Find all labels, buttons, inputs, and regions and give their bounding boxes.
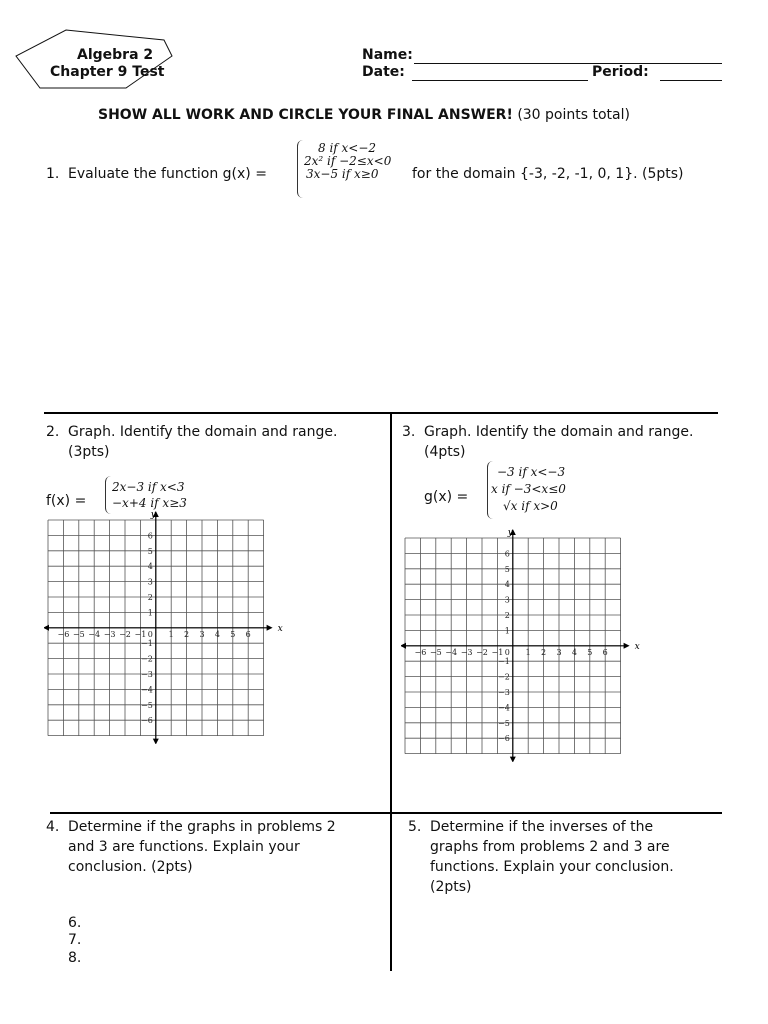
q3-x-tick-label: −3 bbox=[460, 647, 473, 657]
q3-x-tick-label: 5 bbox=[587, 647, 593, 657]
q2-piece-2: −x+4 if x≥3 bbox=[112, 496, 187, 510]
q4-line-2: and 3 are functions. Explain your bbox=[68, 839, 300, 855]
q2-x-tick-label: −5 bbox=[72, 629, 85, 639]
course-title: Algebra 2 bbox=[77, 47, 154, 63]
q3-piecewise bbox=[491, 464, 566, 515]
q4-line-1: Determine if the graphs in problems 2 bbox=[68, 819, 336, 835]
q3-x-axis-label: x bbox=[634, 641, 640, 652]
q2-y-tick-label: 5 bbox=[147, 546, 153, 556]
q3-y-tick-label: −2 bbox=[498, 672, 510, 682]
q2-x-tick-label: −1 bbox=[134, 629, 147, 639]
q3-x-tick-label: 3 bbox=[556, 647, 562, 657]
q1-number: 1. bbox=[46, 166, 60, 182]
date-label: Date: bbox=[362, 64, 405, 80]
q4-line-3: conclusion. (2pts) bbox=[68, 859, 193, 875]
q3-number: 3. bbox=[402, 424, 416, 440]
q3-func-label: g(x) = bbox=[424, 489, 469, 505]
date-field[interactable] bbox=[412, 66, 588, 81]
q2-y-tick-label: 3 bbox=[147, 577, 153, 587]
q2-func-label: f(x) = bbox=[46, 493, 87, 509]
q2-y-tick-label: 4 bbox=[147, 562, 153, 572]
q2-y-tick-label: 6 bbox=[147, 531, 153, 541]
q2-x-tick-label: −6 bbox=[57, 629, 70, 639]
q3-x-tick-label: 1 bbox=[525, 647, 531, 657]
period-label: Period: bbox=[592, 64, 649, 80]
section-divider-vertical bbox=[390, 413, 392, 971]
q2-grid-svg[interactable] bbox=[44, 510, 286, 744]
q1-domain: for the domain {-3, -2, -1, 0, 1}. (5pts) bbox=[412, 166, 684, 182]
q4-extra-6: 6. bbox=[68, 915, 82, 931]
q3-y-tick-label: 6 bbox=[504, 549, 510, 559]
q2-x-arrow-left bbox=[44, 625, 49, 631]
q2-y-tick-label: −3 bbox=[141, 670, 153, 679]
name-label: Name: bbox=[362, 47, 413, 63]
q3-y-tick-label: 4 bbox=[504, 580, 510, 590]
q3-x-tick-label: 2 bbox=[541, 647, 547, 657]
q5-line-4: (2pts) bbox=[430, 879, 472, 895]
q3-x-tick-label: −1 bbox=[491, 647, 504, 657]
q1-piece-2: 2x² if −2≤x<0 bbox=[304, 154, 392, 168]
q2-y-tick-label: −6 bbox=[141, 716, 153, 726]
q2-x-tick-label: 5 bbox=[230, 629, 236, 639]
q3-coordinate-grid[interactable] bbox=[401, 528, 643, 762]
section-divider-top bbox=[44, 412, 718, 414]
q3-line-1: Graph. Identify the domain and range. bbox=[424, 424, 694, 440]
q2-x-tick-label: 6 bbox=[245, 629, 251, 639]
q3-y-tick-label: −5 bbox=[498, 718, 510, 728]
q2-x-axis-label: x bbox=[277, 623, 283, 634]
q3-x-tick-label: −2 bbox=[476, 647, 488, 657]
q3-x-tick-label: 6 bbox=[602, 647, 608, 657]
q2-line-2: (3pts) bbox=[68, 444, 110, 460]
q2-brace bbox=[105, 476, 112, 514]
q2-x-tick-label: −2 bbox=[119, 629, 131, 639]
q1-piecewise bbox=[304, 142, 391, 181]
q1-brace bbox=[297, 140, 304, 198]
test-title: Chapter 9 Test bbox=[50, 64, 165, 80]
q2-y-tick-label: −1 bbox=[141, 639, 153, 649]
q3-y-axis-label: y bbox=[507, 528, 513, 538]
q3-y-tick-label: 3 bbox=[504, 595, 510, 605]
q3-piece-1: −3 if x<−3 bbox=[497, 465, 566, 479]
q2-coordinate-grid[interactable] bbox=[44, 510, 286, 744]
q2-y-tick-label: −2 bbox=[141, 654, 153, 664]
q4-number: 4. bbox=[46, 819, 60, 835]
q2-x-tick-label: 2 bbox=[184, 629, 190, 639]
q3-y-arrow-down bbox=[510, 757, 516, 762]
q2-number: 2. bbox=[46, 424, 60, 440]
q3-y-tick-label: −1 bbox=[498, 657, 510, 667]
q2-y-tick-label: −4 bbox=[141, 685, 153, 695]
q3-piece-2: x if −3<x≤0 bbox=[491, 482, 566, 496]
q3-x-tick-label: 4 bbox=[571, 647, 577, 657]
period-field[interactable] bbox=[660, 66, 722, 81]
section-divider-middle bbox=[50, 812, 722, 814]
q1-piece-3: 3x−5 if x≥0 bbox=[306, 167, 379, 181]
q5-line-2: graphs from problems 2 and 3 are bbox=[430, 839, 670, 855]
q2-x-tick-label: 4 bbox=[214, 629, 220, 639]
q3-y-tick-label: −6 bbox=[498, 734, 510, 744]
q3-line-2: (4pts) bbox=[424, 444, 466, 460]
q3-y-tick-label: 1 bbox=[504, 626, 510, 636]
q2-x-arrow-right bbox=[267, 625, 273, 631]
q2-piecewise bbox=[112, 479, 187, 511]
q2-line-1: Graph. Identify the domain and range. bbox=[68, 424, 338, 440]
q3-x-tick-label: −4 bbox=[445, 647, 458, 657]
q2-y-tick-label: 2 bbox=[147, 593, 153, 602]
q3-x-arrow-left bbox=[401, 643, 406, 649]
q2-x-tick-label: −3 bbox=[103, 629, 116, 639]
q2-y-axis-label: y bbox=[150, 510, 156, 520]
q2-x-tick-label: 1 bbox=[168, 629, 174, 639]
q1-piece-1: 8 if x<−2 bbox=[318, 141, 377, 155]
q5-number: 5. bbox=[408, 819, 422, 835]
instructions-points: (30 points total) bbox=[517, 107, 630, 123]
q4-extra-7: 7. bbox=[68, 932, 82, 948]
q3-y-tick-label: 2 bbox=[504, 611, 510, 620]
instructions-bold: SHOW ALL WORK AND CIRCLE YOUR FINAL ANSWER! bbox=[98, 107, 513, 123]
q2-y-arrow-down bbox=[153, 739, 159, 744]
q2-y-tick-label: 1 bbox=[147, 608, 153, 618]
q3-y-tick-label: −4 bbox=[498, 703, 510, 713]
q2-x-tick-label: −4 bbox=[88, 629, 101, 639]
q3-y-tick-label: 5 bbox=[504, 564, 510, 574]
q3-x-arrow-right bbox=[624, 643, 630, 649]
q2-x-tick-label: 3 bbox=[199, 629, 205, 639]
q4-extra-8: 8. bbox=[68, 950, 82, 966]
q2-origin-label: 0 bbox=[147, 629, 153, 639]
q3-x-tick-label: −5 bbox=[429, 647, 442, 657]
q3-origin-label: 0 bbox=[504, 647, 510, 657]
q3-x-tick-label: −6 bbox=[414, 647, 427, 657]
q5-line-1: Determine if the inverses of the bbox=[430, 819, 654, 835]
q1-text: Evaluate the function g(x) = bbox=[68, 166, 267, 182]
q2-y-tick-label: −5 bbox=[141, 700, 153, 710]
instructions bbox=[98, 107, 630, 123]
q3-grid-svg[interactable] bbox=[401, 528, 643, 762]
q5-line-3: functions. Explain your conclusion. bbox=[430, 859, 674, 875]
q2-piece-1: 2x−3 if x<3 bbox=[112, 480, 185, 494]
q3-piece-3: √x if x>0 bbox=[503, 499, 558, 513]
name-field[interactable] bbox=[414, 49, 722, 64]
q3-y-tick-label: −3 bbox=[498, 688, 510, 697]
